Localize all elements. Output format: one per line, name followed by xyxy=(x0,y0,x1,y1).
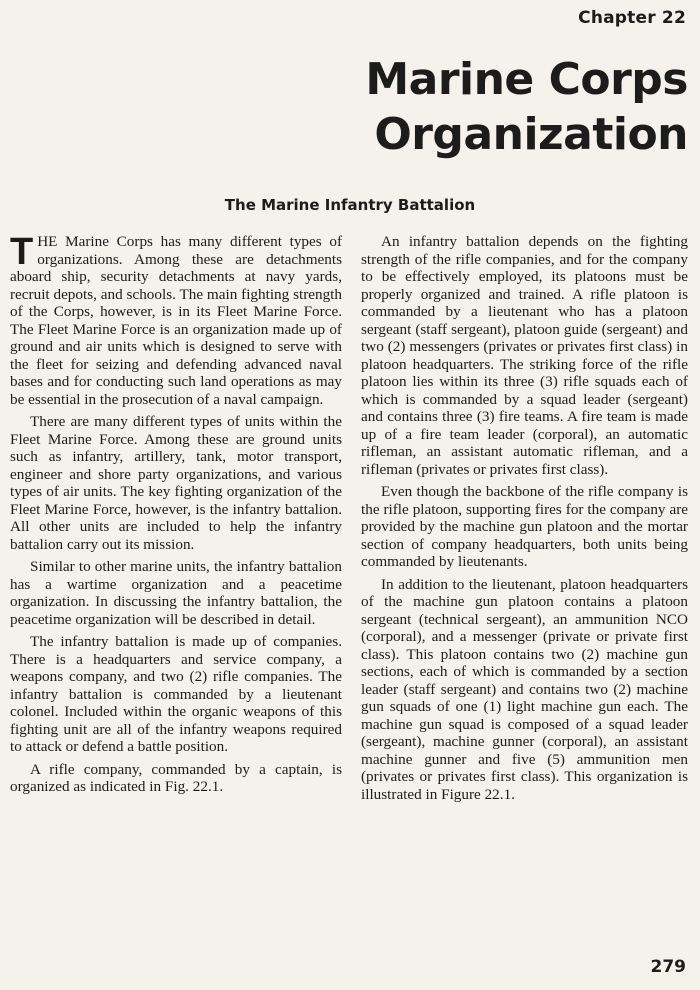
drop-cap: T xyxy=(10,231,34,273)
section-heading: The Marine Infantry Battalion xyxy=(224,196,476,214)
chapter-title-line-2: Organization xyxy=(374,109,688,160)
chapter-label: Chapter 22 xyxy=(578,8,686,28)
right-column xyxy=(361,233,688,808)
chapter-title-line-1: Marine Corps xyxy=(365,54,688,105)
paragraph-1-text: HE Marine Corps has many different types of organizations. Among these are detachments aboard ship, security detachments at navy yards, recruit depots, and schools. The main fighting strength of the Corps, however, is in its Fleet Marine Force. The Fleet Marine Force is an organization made up of ground and air units which is designed to serve with the fleet for seizing and defending advanced naval bases and for conducting such land operations as may be essential in the prosecution of a naval campaign. xyxy=(10,233,342,408)
paragraph-7: Even though the backbone of the rifle company is the rifle platoon, supporting fires for the company are provided by the machine gun platoon and the mortar section of company headquarters, both units being commanded by lieutenants. xyxy=(361,483,688,570)
paragraph-4: The infantry battalion is made up of companies. There is a headquarters and service company, a weapons company, and two (2) rifle companies. The infantry battalion is commanded by a lieutenant colonel. Included within the organic weapons of this fighting unit are all of the infantry weapons required to attack or defend a battle position. xyxy=(10,633,342,755)
chapter-title xyxy=(365,52,688,162)
paragraph-5: A rifle company, commanded by a captain, is organized as indicated in Fig. 22.1. xyxy=(10,760,342,795)
paragraph-2: There are many different types of units within the Fleet Marine Force. Among these are ground units such as infantry, artillery, tank, motor transport, engineer and shore party organizations, and various types of air units. The key fighting organization of the Fleet Marine Force, however, is the infantry battalion. All other units are included to help the infantry battalion carry out its mission. xyxy=(10,413,342,553)
paragraph-3: Similar to other marine units, the infantry battalion has a wartime organization and a peacetime organization. In discussing the infantry battalion, the peacetime organization will be described in detail. xyxy=(10,558,342,628)
paragraph-8: In addition to the lieutenant, platoon headquarters of the machine gun platoon contains a platoon sergeant (technical sergeant), an ammunition NCO (corporal), and a messenger (private or private first class). This platoon contains two (2) machine gun sections, each of which is commanded by a section leader (staff sergeant) and contains two (2) machine gun squads of one (1) light machine gun each. The machine gun squad is composed of a squad leader (sergeant), machine gunner (corporal), an assistant machine gunner and five (5) ammunition men (privates or privates first class). This organization is illustrated in Figure 22.1. xyxy=(361,575,688,803)
paragraph-6: An infantry battalion depends on the fighting strength of the rifle companies, and for the company to be effectively employed, its platoons must be properly organized and trained. A rifle platoon is commanded by a lieutenant who has a platoon sergeant (staff sergeant), platoon guide (sergeant) and two (2) messengers (privates or privates first class) in platoon headquarters. The striking force of the rifle platoon lies within its three (3) rifle squads each of which is commanded by a squad leader (sergeant) and contains three (3) fire teams. A fire team is made up of a fire team leader (corporal), an automatic rifleman, an assistant automatic rifleman, and a rifleman (privates or privates first class). xyxy=(361,233,688,478)
paragraph-1 xyxy=(10,233,342,408)
left-column xyxy=(10,233,342,801)
page-number: 279 xyxy=(650,957,686,977)
